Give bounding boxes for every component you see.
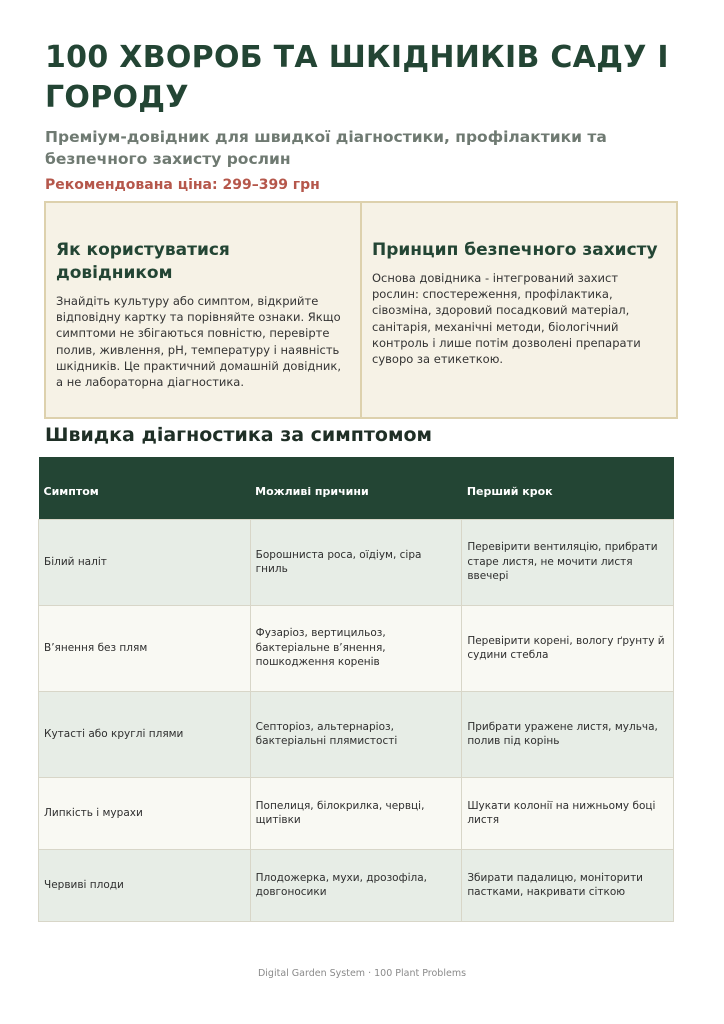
cell-symptom: Липкість і мурахи <box>39 777 251 849</box>
info-text: Знайдіть культуру або симптом, відкрийте відповідну картку та порівняйте ознаки. Якщо симптоми не збігаються повністю, перевірте полив, живлення, pH, температуру і наявність шкідників. Це практичний домашній довідник, а не лабораторна діагностика. <box>56 294 341 390</box>
cell-causes: Борошниста роса, оїдіум, сіра гниль <box>250 519 462 605</box>
table-row <box>39 519 674 605</box>
cell-symptom: Кутасті або круглі плями <box>39 691 251 777</box>
page-title: 100 ХВОРОБ ТА ШКІДНИКІВ САДУ І ГОРОДУ <box>45 40 669 115</box>
recommended-price: Рекомендована ціна: 299–399 грн <box>45 177 320 193</box>
cell-first-step: Прибрати уражене листя, мульча, полив під корінь <box>462 691 674 777</box>
column-header-first-step: Перший крок <box>462 457 674 519</box>
cell-symptom: Червиві плоди <box>39 849 251 921</box>
page-footer: Digital Garden System · 100 Plant Problems <box>257 968 467 979</box>
cell-causes: Плодожерка, мухи, дрозофіла, довгоносики <box>250 849 462 921</box>
table-row <box>39 777 674 849</box>
info-safe-protection <box>360 203 676 417</box>
cell-causes: Септоріоз, альтернаріоз, бактеріальні плямистості <box>250 691 462 777</box>
table-header-row <box>39 457 674 519</box>
cell-first-step: Перевірити корені, вологу ґрунту й судини стебла <box>462 605 674 691</box>
cell-first-step: Шукати колонії на нижньому боці листя <box>462 777 674 849</box>
table-row <box>39 849 674 921</box>
cell-symptom: Білий наліт <box>39 519 251 605</box>
info-heading: Принцип безпечного захисту <box>372 240 658 260</box>
diagnostics-table <box>38 457 674 922</box>
table-row <box>39 605 674 691</box>
column-header-symptom: Симптом <box>39 457 251 519</box>
info-heading: Як користуватися довідником <box>56 240 230 283</box>
info-box <box>44 201 678 419</box>
page-subtitle: Преміум-довідник для швидкої діагностики, профілактики та безпечного захисту рослин <box>45 128 607 168</box>
info-text: Основа довідника - інтегрований захист рослин: спостереження, профілактика, сівозміна, здоровий посадковий матеріал, санітарія, механічні методи, біологічний контроль і лише потім дозволені препарати суворо за етикеткою. <box>372 271 641 367</box>
column-header-causes: Можливі причини <box>250 457 462 519</box>
cell-first-step: Збирати падалицю, моніторити пастками, накривати сіткою <box>462 849 674 921</box>
table-row <box>39 691 674 777</box>
cell-symptom: В’янення без плям <box>39 605 251 691</box>
cell-causes: Попелиця, білокрилка, червці, щитівки <box>250 777 462 849</box>
section-title: Швидка діагностика за симптомом <box>45 424 433 446</box>
info-how-to-use <box>46 203 360 417</box>
cell-first-step: Перевірити вентиляцію, прибрати старе листя, не мочити листя ввечері <box>462 519 674 605</box>
cell-causes: Фузаріоз, вертицильоз, бактеріальне в’янення, пошкодження коренів <box>250 605 462 691</box>
